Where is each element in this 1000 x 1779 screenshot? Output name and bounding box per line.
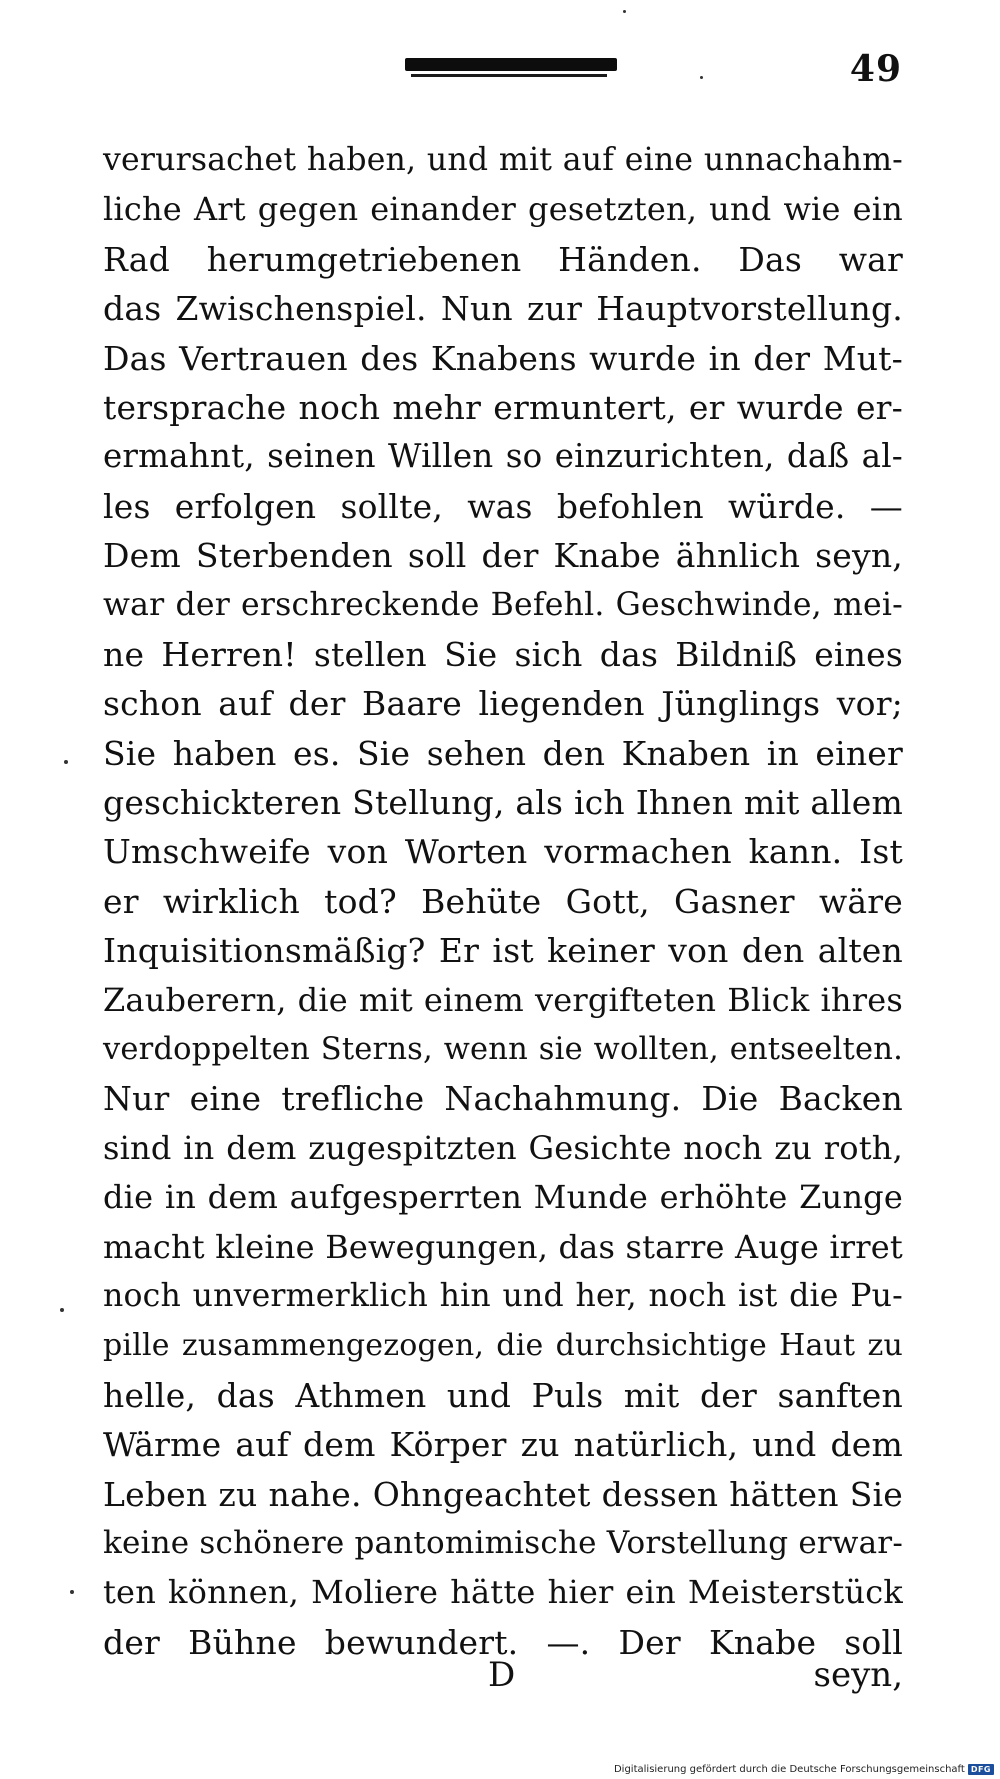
footer-text: Digitalisierung gefördert durch die Deutsche Forschungsgemeinschaft: [613, 1764, 965, 1775]
text-line: Das Vertrauen des Knabens wurde in der Mut-: [103, 338, 903, 378]
text-line: Zauberern, die mit einem vergifteten Blick ihres: [103, 980, 903, 1019]
text-line: war der erschreckende Befehl. Geschwinde, mei-: [103, 586, 903, 623]
text-line: ne Herren! stellen Sie sich das Bildniß eines: [103, 634, 903, 674]
text-line: schon auf der Baare liegenden Jünglings vor;: [103, 684, 903, 724]
text-line: pille zusammengezogen, die durchsichtige Haut zu: [103, 1328, 903, 1364]
scan-speck: [64, 760, 68, 764]
text-line: verdoppelten Sterns, wenn sie wollten, entseelten.: [103, 1032, 903, 1068]
digitization-footer: [614, 1764, 994, 1775]
text-line: ten können, Moliere hätte hier ein Meisterstück: [103, 1573, 903, 1612]
text-line: Dem Sterbenden soll der Knabe ähnlich seyn,: [103, 536, 903, 576]
text-line: macht kleine Bewegungen, das starre Auge irret: [103, 1227, 903, 1266]
text-line: sind in dem zugespitzten Gesichte noch zu roth,: [103, 1128, 903, 1167]
text-line: Leben zu nahe. Ohngeachtet dessen hätten Sie: [103, 1474, 903, 1514]
body-text: [103, 136, 903, 1667]
text-line: liche Art gegen einander gesetzten, und wie ein: [103, 190, 903, 229]
text-line: helle, das Athmen und Puls mit der sanften: [103, 1375, 903, 1415]
scan-speck: [700, 76, 703, 79]
text-line: ermahnt, seinen Willen so einzurichten, daß al-: [103, 437, 903, 476]
text-line: noch unvermerklich hin und her, noch ist die Pu-: [103, 1277, 903, 1314]
text-line: er wirklich tod? Behüte Gott, Gasner wäre: [103, 881, 903, 921]
text-line: verursachet haben, und mit auf eine unnachahm-: [103, 142, 903, 178]
text-line: keine schönere pantomimische Vorstellung erwar-: [103, 1524, 903, 1561]
text-line: der Bühne bewundert. —. Der Knabe soll: [103, 1622, 903, 1662]
dfg-logo: DFG: [968, 1764, 994, 1775]
text-line: Inquisitionsmäßig? Er ist keiner von den alten: [103, 931, 903, 971]
signature-mark: D: [488, 1655, 516, 1695]
text-line: les erfolgen sollte, was befohlen würde. —: [103, 486, 903, 526]
text-line: das Zwischenspiel. Nun zur Hauptvorstellung.: [103, 289, 903, 329]
text-line: geschickteren Stellung, als ich Ihnen mit allem: [103, 783, 903, 823]
text-line: Nur eine trefliche Nachahmung. Die Backen: [103, 1079, 903, 1119]
catchword: seyn,: [813, 1655, 903, 1695]
scan-speck: [60, 1308, 64, 1312]
text-line: Wärme auf dem Körper zu natürlich, und dem: [103, 1425, 903, 1465]
page-number: 49: [849, 48, 902, 90]
scan-speck: [70, 1590, 74, 1594]
text-line: die in dem aufgesperrten Munde erhöhte Zunge: [103, 1178, 903, 1217]
text-line: Umschweife von Worten vormachen kann. Ist: [103, 832, 903, 872]
text-line: Rad herumgetriebenen Händen. Das war: [103, 239, 903, 279]
scan-speck: [623, 10, 626, 13]
text-line: Sie haben es. Sie sehen den Knaben in einer: [103, 733, 903, 773]
text-line: tersprache noch mehr ermuntert, er wurde er-: [103, 387, 903, 427]
header-rule: [405, 58, 617, 71]
